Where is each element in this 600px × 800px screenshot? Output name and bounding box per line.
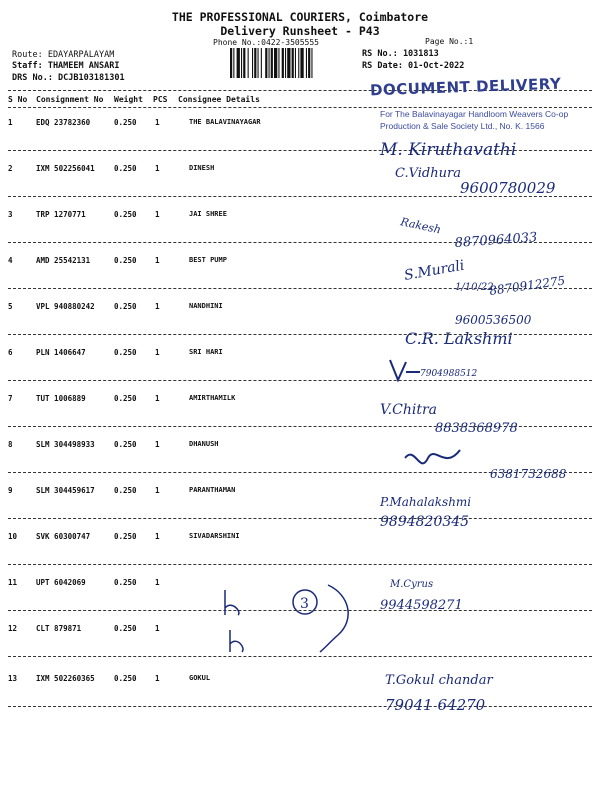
row-consignee: SIVADARSHINI	[189, 532, 240, 540]
barcode-bar	[292, 48, 294, 78]
sig-text-r5: C.R. Lakshmi	[405, 329, 513, 348]
row-pcs: 1	[155, 256, 160, 265]
barcode-bar	[298, 48, 299, 78]
signature-row-9	[360, 488, 600, 558]
barcode-bar	[311, 48, 312, 78]
row-weight: 0.250	[114, 210, 137, 219]
barcode-bar	[237, 48, 240, 78]
row-weight: 0.250	[114, 624, 137, 633]
row-weight: 0.250	[114, 532, 137, 541]
row-sno: 9	[8, 486, 13, 495]
sig-text-r7: V.Chitra	[380, 402, 437, 418]
row-consignment: IXM 502260365	[36, 674, 95, 683]
rs-number: RS No.: 1031813	[362, 49, 439, 59]
col-weight: Weight	[114, 95, 143, 104]
row-weight: 0.250	[114, 256, 137, 265]
stamp-title: DOCUMENT DELIVERY	[369, 74, 562, 100]
stamp-line-2: Production & Sale Society Ltd., No. K. 1566	[380, 121, 545, 131]
row-sno: 2	[8, 164, 13, 173]
mark-row-12	[230, 630, 243, 652]
col-consignment: Consignment No	[36, 95, 104, 104]
row-consignee: AMIRTHAMILK	[189, 394, 236, 402]
barcode-bar	[278, 48, 279, 78]
row-divider	[8, 564, 592, 565]
barcode-bar	[248, 48, 249, 78]
sig-text-r4: S.Murali	[402, 257, 466, 284]
row-pcs: 1	[155, 348, 160, 357]
sig-phone-r2: 9600780029	[460, 179, 556, 197]
barcode-bar	[306, 48, 307, 78]
row-consignee: THE BALAVINAYAGAR	[189, 118, 261, 126]
stamp-line-1: For The Balavinayagar Handloom Weavers Co-op	[380, 109, 569, 119]
signature-row-11	[360, 573, 600, 643]
row-sno: 4	[8, 256, 13, 265]
row-weight: 0.250	[114, 440, 137, 449]
row-consignee: JAI SHREE	[189, 210, 227, 218]
barcode-bar	[252, 48, 253, 78]
row-weight: 0.250	[114, 302, 137, 311]
row-consignment: SLM 304498933	[36, 440, 95, 449]
circle-mark-text: 3	[300, 596, 309, 612]
row-consignee: BEST PUMP	[189, 256, 227, 264]
sig-text-r3: Rakesh	[399, 215, 443, 237]
sig-phone-r4: 8870912275	[488, 273, 567, 298]
row-consignee: SRI HARI	[189, 348, 223, 356]
brace-mark	[320, 585, 348, 652]
runsheet-title	[0, 10, 600, 38]
sig-text-r1: M. Kiruthavathi	[380, 140, 517, 160]
sig-text-r9: P.Mahalakshmi	[380, 495, 472, 509]
barcode-bar	[230, 48, 232, 78]
signature-row-13	[360, 668, 600, 738]
sig-phone-r6: 7904988512	[420, 369, 478, 379]
row-sno: 3	[8, 210, 13, 219]
barcode-bar	[269, 48, 270, 78]
row-consignment: UPT 6042069	[36, 578, 86, 587]
barcode-bar	[300, 48, 303, 78]
row-pcs: 1	[155, 532, 160, 541]
row-pcs: 1	[155, 164, 160, 173]
row-pcs: 1	[155, 394, 160, 403]
sig-phone-r13: 79041 64270	[385, 696, 486, 714]
row-sno: 6	[8, 348, 13, 357]
row-consignment: PLN 1406647	[36, 348, 86, 357]
sig-scribble-r6	[390, 360, 420, 380]
page-number: Page No.:1	[425, 37, 474, 46]
sig-scribble-r8	[405, 450, 460, 463]
runsheet-name: Delivery Runsheet - P43	[220, 24, 380, 38]
row-consignment: SLM 304459617	[36, 486, 95, 495]
row-weight: 0.250	[114, 164, 137, 173]
row-consignment: CLT 879871	[36, 624, 82, 633]
sig-phone-r9: 9894820345	[380, 514, 470, 530]
row-consignee: DINESH	[189, 164, 215, 172]
row-sno: 10	[8, 532, 18, 541]
row-weight: 0.250	[114, 674, 137, 683]
col-consignee: Consignee Details	[178, 95, 260, 104]
row-sno: 1	[8, 118, 13, 127]
sig-text-r11: M.Cyrus	[390, 579, 434, 590]
sig-phone-r11: 9944598271	[380, 598, 463, 613]
barcode-bar	[282, 48, 284, 78]
col-pcs: PCS	[153, 95, 168, 104]
row-consignment: SVK 60300747	[36, 532, 91, 541]
row-consignment: TUT 1006889	[36, 394, 86, 403]
handwritten-marks	[210, 580, 370, 660]
row-sno: 12	[8, 624, 18, 633]
barcode-bar	[233, 48, 234, 78]
barcode-bar	[287, 48, 290, 78]
barcode-bar	[254, 48, 256, 78]
row-pcs: 1	[155, 118, 160, 127]
barcode-bar	[261, 48, 262, 78]
row-pcs: 1	[155, 578, 160, 587]
sig-phone-r7: 8838368978	[435, 421, 518, 436]
row-consignment: VPL 940880242	[36, 302, 95, 311]
barcode-bar	[285, 48, 286, 78]
row-sno: 11	[8, 578, 18, 587]
sig-phone-r3: 8870964033	[454, 230, 538, 251]
barcode-bar	[258, 48, 259, 78]
row-sno: 7	[8, 394, 13, 403]
barcode-icon	[230, 48, 358, 78]
row-consignment: TRP 1270771	[36, 210, 86, 219]
row-sno: 13	[8, 674, 18, 683]
row-weight: 0.250	[114, 578, 137, 587]
signature-row-1-2	[360, 125, 600, 195]
row-weight: 0.250	[114, 118, 137, 127]
row-pcs: 1	[155, 674, 160, 683]
barcode-bar	[274, 48, 277, 78]
barcode-bar	[308, 48, 310, 78]
row-pcs: 1	[155, 440, 160, 449]
row-consignment: IXM 502256041	[36, 164, 95, 173]
barcode-bar	[295, 48, 296, 78]
row-consignee: PARANTHAMAN	[189, 486, 236, 494]
row-consignee: DHANUSH	[189, 440, 219, 448]
phone-number: Phone No.:0422-3505555	[213, 38, 319, 47]
row-pcs: 1	[155, 302, 160, 311]
barcode-bar	[265, 48, 267, 78]
route-label: Route: EDAYARPALAYAM	[12, 50, 115, 60]
row-weight: 0.250	[114, 486, 137, 495]
row-weight: 0.250	[114, 394, 137, 403]
mark-row-11	[225, 590, 239, 615]
row-sno: 5	[8, 302, 13, 311]
company-title: THE PROFESSIONAL COURIERS, Coimbatore	[171, 10, 429, 24]
sig-text-r2: C.Vidhura	[395, 166, 461, 181]
row-consignment: EDQ 23782360	[36, 118, 91, 127]
staff-label: Staff: THAMEEM ANSARI	[12, 61, 120, 71]
sig-phone-r5: 9600536500	[455, 313, 532, 327]
barcode-bar	[241, 48, 242, 78]
row-consignee: GOKUL	[189, 674, 211, 682]
drs-number: DRS No.: DCJB103181301	[12, 73, 125, 83]
sig-date-r4: 1/10/22	[455, 282, 494, 293]
col-sno: S No	[8, 95, 28, 104]
row-sno: 8	[8, 440, 13, 449]
row-pcs: 1	[155, 624, 160, 633]
header-divider-bottom	[8, 107, 592, 108]
sig-text-r13: T.Gokul chandar	[385, 673, 493, 688]
row-pcs: 1	[155, 486, 160, 495]
row-consignee: NANDHINI	[189, 302, 223, 310]
row-consignment: AMD 25542131	[36, 256, 91, 265]
barcode-bar	[271, 48, 273, 78]
sig-phone-r8: 6381732688	[490, 467, 567, 481]
row-pcs: 1	[155, 210, 160, 219]
barcode-bar	[243, 48, 245, 78]
rs-date: RS Date: 01-Oct-2022	[362, 61, 465, 71]
row-weight: 0.250	[114, 348, 137, 357]
